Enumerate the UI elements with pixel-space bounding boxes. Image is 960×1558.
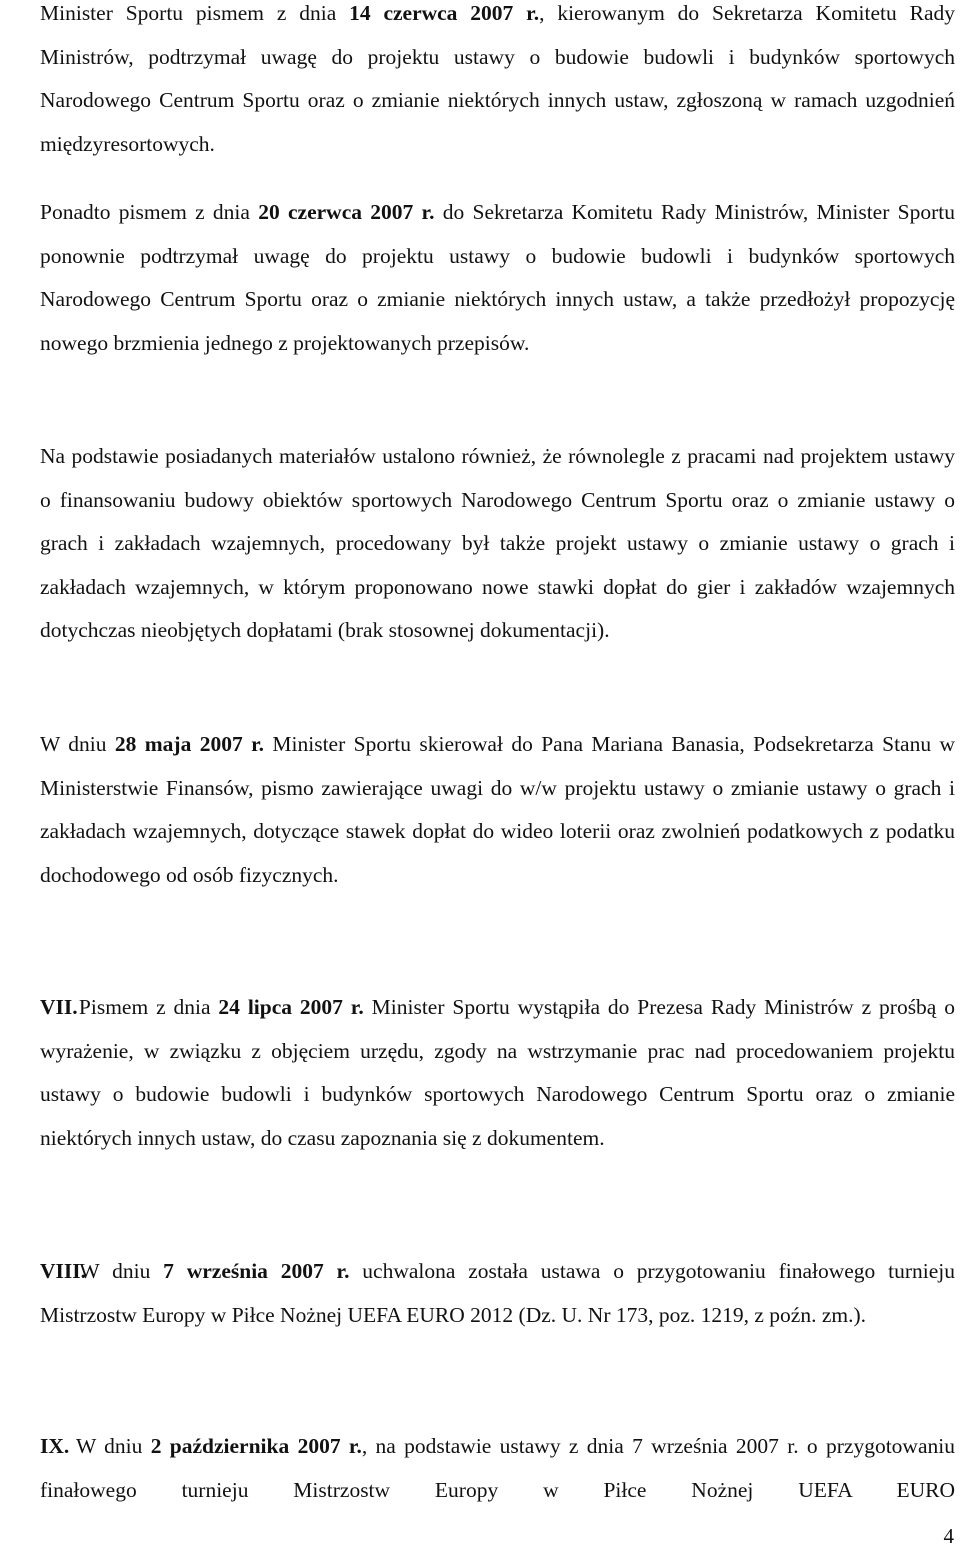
para1-date: 14 czerwca 2007 r. (349, 1, 540, 25)
section-vii (40, 986, 955, 1160)
section-vii-number: VII. (40, 995, 78, 1019)
section-vii-text-rest: Minister Sportu wystąpiła do Prezesa Rady Ministrów z prośbą o wyrażenie, w związku z objęciem urzędu, zgody na wstrzymanie prac nad procedowaniem projektu ustawy o budowie budowli i budynków sportowych Narodowego Centrum Sportu oraz o zmianie niektórych innych ustaw, do czasu zapoznania się z dokumentem. (40, 995, 955, 1150)
para1-text-rest: , kierowanym do Sekretarza Komitetu Rady Ministrów, podtrzymał uwagę do projektu ustawy o budowie budowli i budynków sportowych Narodowego Centrum Sportu oraz o zmianie niektórych innych ustaw, zgłoszoną w ramach uzgodnień międzyresortowych. (40, 1, 956, 156)
section-ix (40, 1425, 955, 1512)
para1-text-start: Minister Sportu pismem z dnia (40, 1, 350, 25)
section-ix-text-rest: , na podstawie ustawy z dnia 7 września 2007 r. o przygotowaniu finałowego turnieju Mistrzostw Europy w Piłce Nożnej UEFA EURO (40, 1434, 955, 1502)
page-number: 4 (943, 1524, 954, 1548)
paragraph-minister-letter-14-june (40, 0, 955, 166)
section-viii-text-start: W dniu (79, 1259, 164, 1283)
section-viii (40, 1250, 955, 1337)
paragraph-gaming-law (40, 435, 955, 653)
section-ix-text-start: W dniu (75, 1434, 151, 1458)
section-vii-text-start: Pismem z dnia (78, 995, 219, 1019)
para2-text-start: Ponadto pismem z dnia (40, 200, 259, 224)
section-viii-date: 7 września 2007 r. (163, 1259, 350, 1283)
section-vii-date: 24 lipca 2007 r. (218, 995, 364, 1019)
para3-text: Na podstawie posiadanych materiałów ustalono również, że równolegle z pracami nad projektem ustawy o finansowaniu budowy obiektów sportowych Narodowego Centrum Sportu oraz o zmianie ustawy o grach i zakładach wzajemnych, procedowany był także projekt ustawy o zmianie ustawy o grach i zakładach wzajemnych, w którym proponowano nowe stawki dopłat do gier i zakładów wzajemnych dotychczas nieobjętych dopłatami (brak stosownej dokumentacji). (40, 444, 955, 643)
section-viii-text-rest: uchwalona została ustawa o przygotowaniu finałowego turnieju Mistrzostw Europy w Piłce Nożnej UEFA EURO 2012 (Dz. U. Nr 173, poz. 1219, z poźn. zm.). (40, 1259, 955, 1327)
para2-date: 20 czerwca 2007 r. (258, 200, 435, 224)
para4-text-start: W dniu (40, 732, 115, 756)
section-ix-date: 2 października 2007 r. (150, 1434, 362, 1458)
paragraph-letter-20-june (40, 191, 955, 365)
para4-date: 28 maja 2007 r. (114, 732, 265, 756)
paragraph-28-may (40, 723, 955, 897)
section-ix-number: IX. (40, 1434, 70, 1458)
section-viii-number: VIII. (40, 1259, 87, 1283)
para2-text-rest: do Sekretarza Komitetu Rady Ministrów, Minister Sportu ponownie podtrzymał uwagę do projektu ustawy o budowie budowli i budynków sportowych Narodowego Centrum Sportu oraz o zmianie niektórych innych ustaw, a także przedłożył propozycję nowego brzmienia jednego z projektowanych przepisów. (40, 200, 955, 355)
para4-text-rest: Minister Sportu skierował do Pana Mariana Banasia, Podsekretarza Stanu w Ministerstwie Finansów, pismo zawierające uwagi do w/w projektu ustawy o zmianie ustawy o grach i zakładach wzajemnych, dotyczące stawek dopłat do wideo loterii oraz zwolnień podatkowych z podatku dochodowego od osób fizycznych. (40, 732, 955, 887)
